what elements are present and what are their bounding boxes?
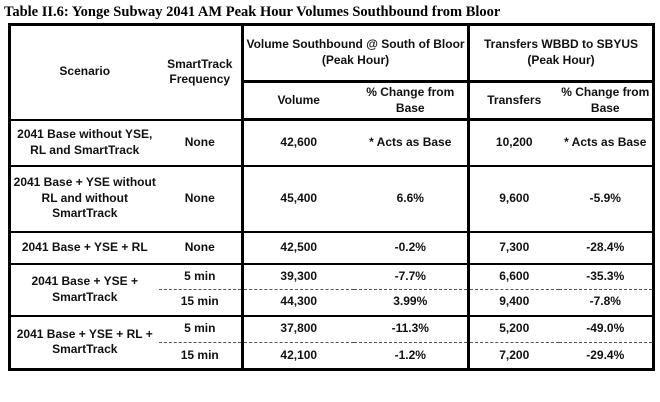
header-group-row	[10, 25, 654, 82]
cell-transfers-pct: -35.3%	[559, 264, 654, 290]
col-header-volume-pct-change: % Change from Base	[354, 82, 469, 120]
cell-transfers-pct: -7.8%	[559, 290, 654, 316]
cell-scenario: 2041 Base without YSE, RL and SmartTrack	[10, 120, 159, 166]
cell-frequency: 15 min	[159, 343, 243, 370]
col-header-transfers: Transfers	[469, 82, 559, 120]
cell-transfers: 7,300	[469, 232, 559, 264]
cell-transfers: 9,600	[469, 166, 559, 232]
table-title: Table II.6: Yonge Subway 2041 AM Peak Hour Volumes Southbound from Bloor	[4, 4, 501, 20]
cell-transfers: 10,200	[469, 120, 559, 166]
cell-volume: 45,400	[243, 166, 354, 232]
cell-volume: 42,600	[243, 120, 354, 166]
cell-transfers-pct: -29.4%	[559, 343, 654, 370]
cell-volume: 37,800	[243, 316, 354, 343]
cell-transfers-pct: * Acts as Base	[559, 120, 654, 166]
col-header-volume: Volume	[243, 82, 354, 120]
cell-frequency: 5 min	[159, 264, 243, 290]
cell-frequency: None	[159, 232, 243, 264]
cell-scenario: 2041 Base + YSE + RL + SmartTrack	[10, 316, 159, 370]
cell-transfers-pct: -28.4%	[559, 232, 654, 264]
table-row	[10, 316, 654, 343]
cell-scenario: 2041 Base + YSE + SmartTrack	[10, 264, 159, 316]
col-header-transfers-pct-change: % Change from Base	[559, 82, 654, 120]
col-group-volume-southbound: Volume Southbound @ South of Bloor (Peak Hour)	[243, 25, 469, 82]
volumes-table	[8, 23, 655, 371]
col-group-transfers: Transfers WBBD to SBYUS (Peak Hour)	[469, 25, 654, 82]
cell-volume-pct: -11.3%	[354, 316, 469, 343]
cell-frequency: None	[159, 120, 243, 166]
cell-volume: 39,300	[243, 264, 354, 290]
cell-transfers: 9,400	[469, 290, 559, 316]
table-row	[10, 232, 654, 264]
col-header-scenario: Scenario	[59, 64, 111, 79]
cell-volume-pct: 3.99%	[354, 290, 469, 316]
cell-frequency: None	[159, 166, 243, 232]
cell-volume-pct: -1.2%	[354, 343, 469, 370]
cell-volume: 42,500	[243, 232, 354, 264]
cell-volume: 44,300	[243, 290, 354, 316]
cell-volume-pct: * Acts as Base	[354, 120, 469, 166]
cell-transfers-pct: -49.0%	[559, 316, 654, 343]
cell-scenario: 2041 Base + YSE + RL	[10, 232, 159, 264]
table-row	[10, 120, 654, 166]
cell-scenario: 2041 Base + YSE without RL and without SmartTrack	[10, 166, 159, 232]
cell-volume-pct: -7.7%	[354, 264, 469, 290]
cell-transfers: 6,600	[469, 264, 559, 290]
cell-frequency: 15 min	[159, 290, 243, 316]
cell-volume: 42,100	[243, 343, 354, 370]
table-row	[10, 166, 654, 232]
cell-transfers: 5,200	[469, 316, 559, 343]
cell-volume-pct: 6.6%	[354, 166, 469, 232]
cell-frequency: 5 min	[159, 316, 243, 343]
table-row	[10, 264, 654, 290]
col-header-smarttrack-frequency: SmartTrack Frequency	[159, 25, 243, 120]
cell-transfers-pct: -5.9%	[559, 166, 654, 232]
cell-volume-pct: -0.2%	[354, 232, 469, 264]
cell-transfers: 7,200	[469, 343, 559, 370]
